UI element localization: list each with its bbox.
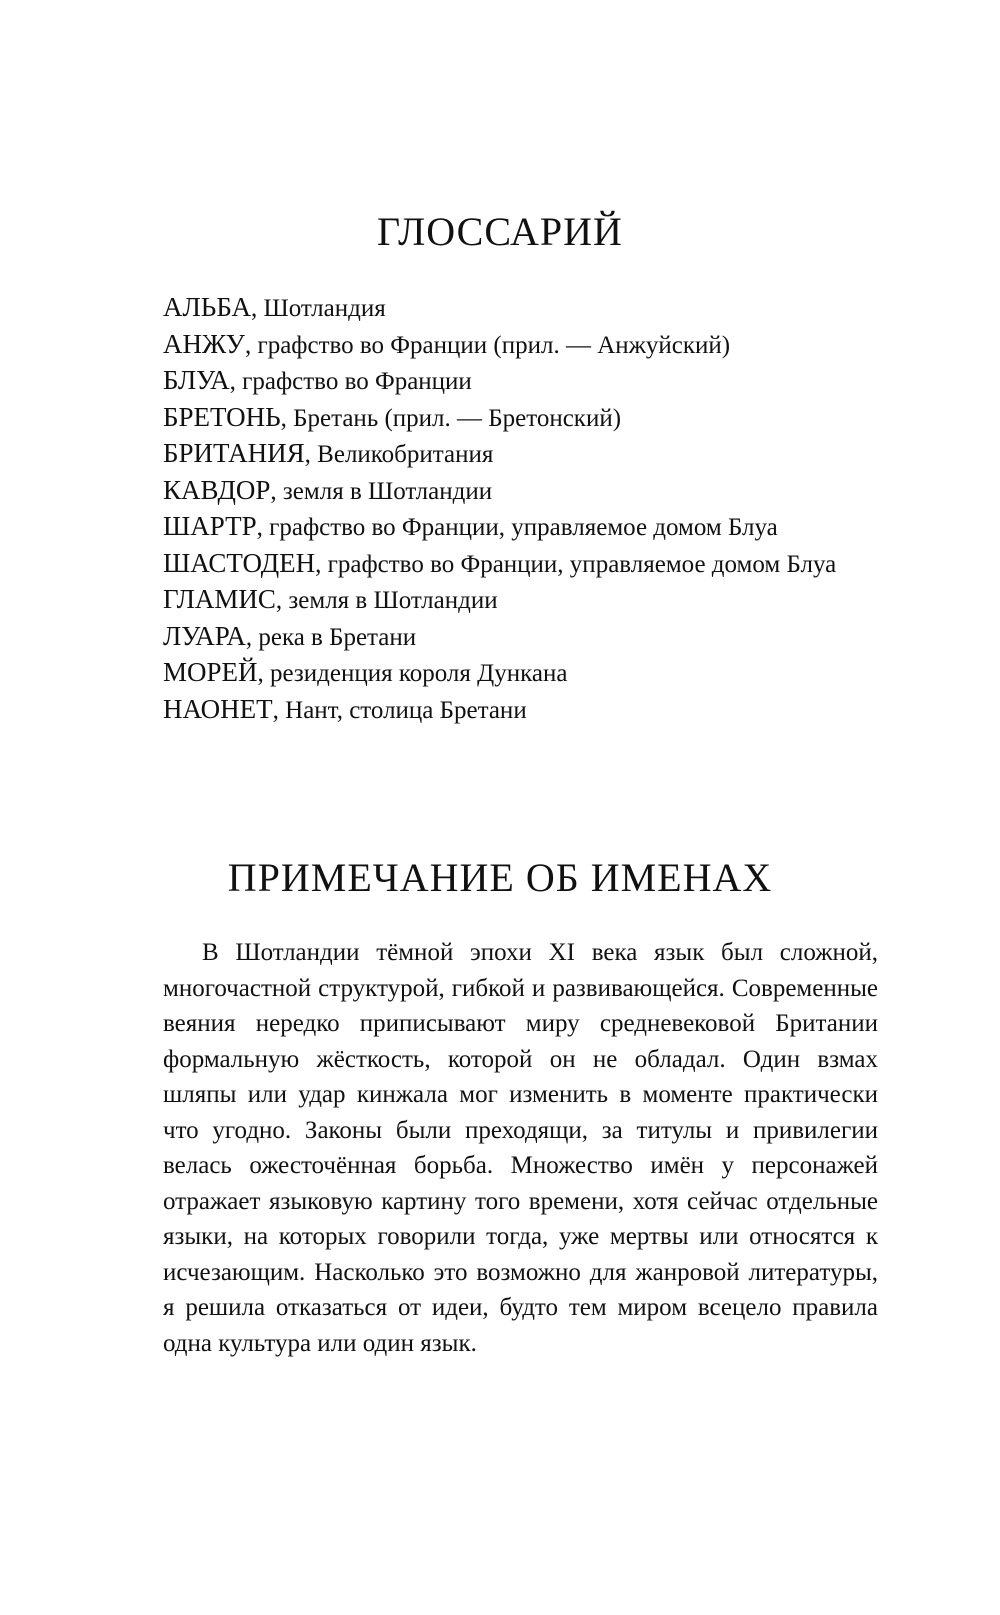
glossary-definition: , резиденция короля Дункана xyxy=(257,660,568,687)
glossary-term: ШАРТР xyxy=(163,511,257,541)
names-note-paragraph: В Шотландии тёмной эпохи XI века язык был сложной, многочастной структурой, гибкой и развивающейся. Современные веяния нередко приписывают миру средневековой Британии формальную жёсткость, которой он не обладал. Один взмах шляпы или удар кинжала мог изменить в моменте практически что угодно. Законы были преходящи, за титулы и привилегии велась ожесточённая борьба. Множество имён у персонажей отражает языковую картину того времени, хотя сейчас отдельные языки, на которых говорили тогда, уже мертвы или относятся к исчезающим. Насколько это возможно для жанровой литературы, я решила отказаться от идеи, будто тем миром всецело правила одна культура или один язык. xyxy=(163,939,878,1357)
glossary-entry xyxy=(163,509,863,546)
glossary-entry xyxy=(163,546,863,583)
glossary-entry xyxy=(163,473,863,510)
glossary-term: МОРЕЙ xyxy=(163,657,258,687)
glossary-definition: , графство во Франции, управляемое домом Блуа xyxy=(256,514,778,541)
glossary-entry xyxy=(163,327,863,364)
glossary-definition: , Бретань (прил. — Бретонский) xyxy=(280,404,622,432)
glossary-term: ЛУАРА xyxy=(163,620,246,651)
glossary-entry xyxy=(163,655,863,692)
glossary-entry xyxy=(163,363,863,400)
glossary-term: АЛЬБА xyxy=(163,292,251,322)
glossary-definition: , река в Бретани xyxy=(245,623,417,651)
glossary-definition: , графство во Франции (прил. — Анжуйский) xyxy=(244,331,731,359)
glossary-entry xyxy=(163,582,863,619)
glossary-definition: , графство во Франции xyxy=(229,368,472,395)
glossary-term: КАВДОР xyxy=(163,474,271,505)
glossary-term: БРИТАНИЯ xyxy=(163,438,305,468)
glossary-list xyxy=(163,290,863,728)
glossary-definition: , Шотландия xyxy=(250,295,386,322)
glossary-term: ШАСТОДЕН xyxy=(163,547,316,578)
glossary-term: АНЖУ xyxy=(163,328,245,359)
glossary-definition: , Великобритания xyxy=(304,441,494,468)
glossary-entry xyxy=(163,290,863,327)
glossary-definition: , земля в Шотландии xyxy=(270,477,493,505)
glossary-entry xyxy=(163,619,863,656)
glossary-term: ГЛАМИС xyxy=(163,584,276,614)
glossary-entry xyxy=(163,400,863,437)
glossary-entry xyxy=(163,436,863,473)
names-note-title: ПРИМЕЧАНИЕ ОБ ИМЕНАХ xyxy=(227,855,773,900)
glossary-definition: , земля в Шотландии xyxy=(275,587,498,614)
glossary-definition: , графство во Франции, управляемое домом Блуа xyxy=(315,550,837,578)
glossary-term: НАОНЕТ xyxy=(163,693,273,724)
glossary-term: БЛУА xyxy=(163,365,230,395)
glossary-entry xyxy=(163,692,863,729)
glossary-term: БРЕТОНЬ xyxy=(163,401,281,432)
glossary-definition: , Нант, столица Бретани xyxy=(272,696,527,724)
glossary-title: ГЛОССАРИЙ xyxy=(377,209,623,254)
